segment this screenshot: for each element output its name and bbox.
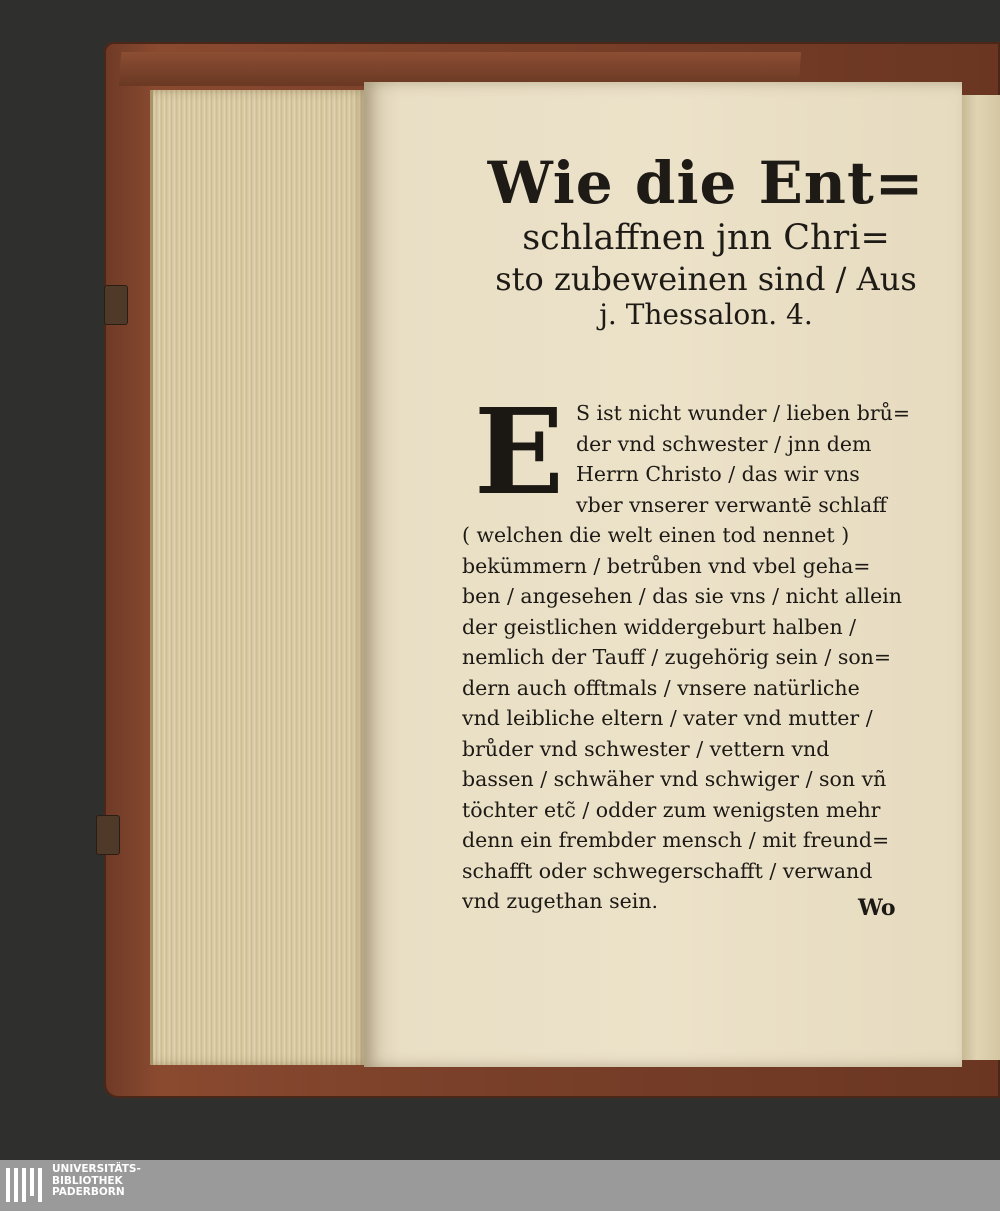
text-line: ( welchen die welt einen tod nennet ) [462,523,850,547]
catchword: Wo [858,895,896,921]
text-line: S ist nicht wunder / lieben brů= [576,401,911,425]
text-line: schafft oder schwegerschafft / verwand [462,858,873,883]
text-line: dern auch offtmals / vnsere natürliche [462,675,860,700]
book-cover-top-edge [119,52,801,86]
library-logo-icon [6,1168,44,1202]
text-line: denn ein frembder mensch / mit freund= [462,828,890,852]
body-text [462,382,918,917]
library-name-line-3: PADERBORN [52,1186,125,1198]
heading-line-3: sto zubeweinen sind / Aus [495,260,917,298]
heading-line-4: j. Thessalon. 4. [599,298,813,331]
text-line: töchter etc̃ / odder zum wenigsten mehr [462,797,881,822]
text-line: der vnd schwester / jnn dem [576,431,872,456]
library-name-line-2: BIBLIOTHEK [52,1174,123,1187]
text-line: bassen / schwäher vnd schwiger / son vñ [462,767,887,791]
library-footer [0,1160,1000,1211]
left-page-stack [150,90,367,1065]
heading-line-2: schlaffnen jnn Chri= [522,218,890,258]
text-line: vnd leibliche eltern / vater vnd mutter / [462,706,873,730]
library-name-line-1: UNIVERSITÄTS- [52,1163,141,1175]
decorated-initial: E [474,382,564,521]
library-name [52,1164,141,1199]
chapter-heading [476,150,936,332]
heading-line-1: Wie die Ent= [487,149,925,217]
text-line: bekümmern / betrůben vnd vbel geha= [462,553,871,578]
text-line: brůder vnd schwester / vettern vnd [462,736,830,761]
text-line: nemlich der Tauff / zugehörig sein / son= [462,645,892,669]
clasp-upper [104,285,128,325]
text-line: Herrn Christo / das wir vns [576,462,860,486]
text-line: der geistlichen widdergeburt halben / [462,614,857,639]
clasp-lower [96,815,120,855]
text-line: ben / angesehen / das sie vns / nicht allein [462,584,902,608]
text-line: vnd zugethan sein. [462,889,658,913]
text-line: vber vnserer verwantē schlaff [576,492,887,517]
right-page-edge [962,95,1000,1060]
